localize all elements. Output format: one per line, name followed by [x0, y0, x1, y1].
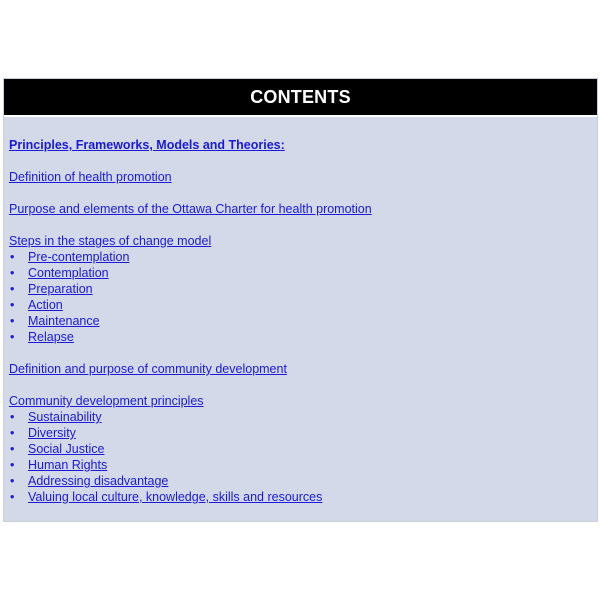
bullet-icon: •	[10, 458, 15, 472]
stage-link-maintenance[interactable]: Maintenance	[28, 314, 100, 328]
list-item	[9, 249, 589, 265]
principle-link-diversity[interactable]: Diversity	[28, 426, 76, 440]
section-title-link[interactable]: Principles, Frameworks, Models and Theories:	[9, 138, 285, 152]
contents-panel	[3, 78, 598, 522]
stages-of-change-link[interactable]: Steps in the stages of change model	[9, 234, 212, 248]
page-title: CONTENTS	[250, 86, 351, 107]
ottawa-charter-link[interactable]: Purpose and elements of the Ottawa Charter for health promotion	[9, 202, 372, 216]
principle-link-addressing-disadvantage[interactable]: Addressing disadvantage	[28, 474, 169, 488]
stage-link-action[interactable]: Action	[28, 298, 63, 312]
list-item	[9, 441, 589, 457]
bullet-icon: •	[10, 282, 15, 296]
principle-link-human-rights[interactable]: Human Rights	[28, 458, 108, 472]
list-item	[9, 329, 589, 345]
list-item	[9, 265, 589, 281]
list-item	[9, 297, 589, 313]
stage-link-contemplation[interactable]: Contemplation	[28, 266, 109, 280]
principle-link-valuing-local-culture[interactable]: Valuing local culture, knowledge, skills and resources	[28, 490, 323, 504]
bullet-icon: •	[10, 490, 15, 504]
stage-link-preparation[interactable]: Preparation	[28, 282, 93, 296]
bullet-icon: •	[10, 250, 15, 264]
health-promotion-link[interactable]: Definition of health promotion	[9, 170, 172, 184]
list-item	[9, 489, 589, 505]
stage-link-pre-contemplation[interactable]: Pre-contemplation	[28, 250, 130, 264]
bullet-icon: •	[10, 474, 15, 488]
bullet-icon: •	[10, 426, 15, 440]
bullet-icon: •	[10, 314, 15, 328]
bullet-icon: •	[10, 298, 15, 312]
stage-link-relapse[interactable]: Relapse	[28, 330, 74, 344]
principle-link-sustainability[interactable]: Sustainability	[28, 410, 102, 424]
bullet-icon: •	[10, 442, 15, 456]
principle-link-social-justice[interactable]: Social Justice	[28, 442, 105, 456]
community-development-link[interactable]: Definition and purpose of community development	[9, 362, 287, 376]
list-item	[9, 457, 589, 473]
bullet-icon: •	[10, 266, 15, 280]
list-item	[9, 409, 589, 425]
contents-header	[4, 79, 597, 117]
list-item	[9, 473, 589, 489]
community-principles-link[interactable]: Community development principles	[9, 394, 204, 408]
contents-list	[9, 137, 589, 505]
list-item	[9, 313, 589, 329]
bullet-icon: •	[10, 330, 15, 344]
list-item	[9, 281, 589, 297]
bullet-icon: •	[10, 410, 15, 424]
list-item	[9, 425, 589, 441]
